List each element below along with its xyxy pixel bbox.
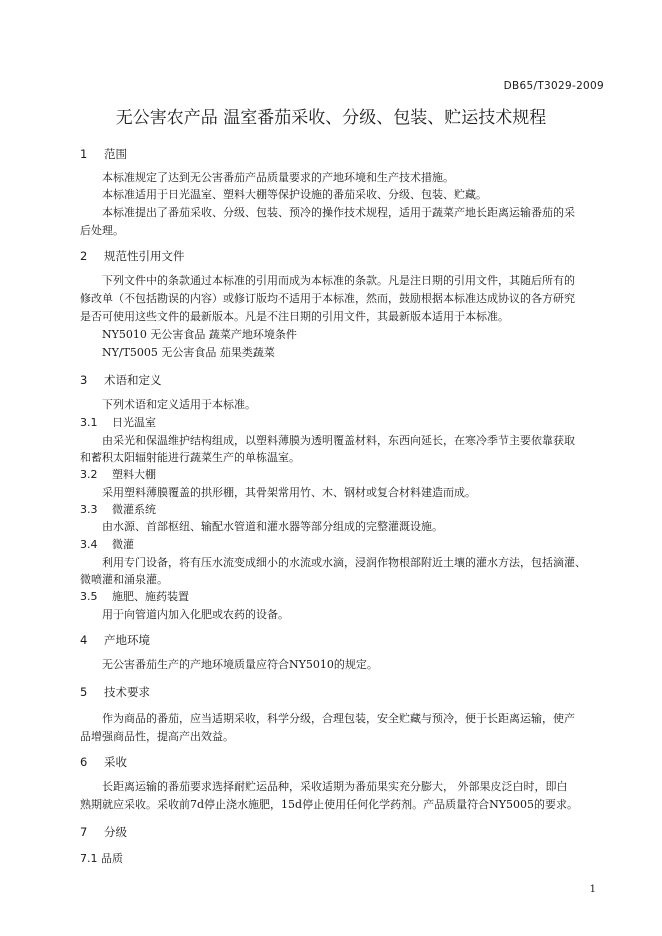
term-3-4-heading [80,536,134,552]
paragraph: 用于向管道内加入化肥或农药的设备。 [102,608,289,621]
paragraph: 由采光和保温维护结构组成，以塑料薄膜为透明覆盖材料，东西向延长，在寒冷季节主要依靠获取 [102,434,575,447]
subsection-7-1-heading: 7.1 品质 [80,852,123,865]
paragraph: 本标准提出了番茄采收、分级、包装、预冷的操作技术规程，适用于蔬菜产地长距离运输番茄的采 [102,206,575,219]
term-title: 微灌 [112,538,134,551]
paragraph: 后处理。 [80,224,124,237]
paragraph: 是否可使用这些文件的最新版本。凡是不注日期的引用文件，其最新版本适用于本标准。 [80,310,509,323]
term-number: 3.4 [80,538,98,551]
section-title: 产地环境 [104,633,150,647]
term-title: 日光温室 [112,416,156,429]
section-6-heading [80,754,127,770]
term-title: 塑料大棚 [112,468,156,481]
paragraph: 采用塑料薄膜覆盖的拱形棚，其骨架常用竹、木、钢材或复合材料建造而成。 [102,486,476,499]
paragraph: 品增强商品性，提高产出效益。 [80,730,234,743]
section-title: 分级 [104,825,127,839]
paragraph: 由水源、首部枢纽、输配水管道和灌水器等部分组成的完整灌溉设施。 [102,520,443,533]
reference-item: NY5010 无公害食品 蔬菜产地环境条件 [102,328,297,341]
reference-item: NY/T5005 无公害食品 茄果类蔬菜 [102,346,275,359]
section-number: 7 [80,825,88,839]
paragraph: 微喷灌和涌泉灌。 [80,573,168,586]
section-3-heading [80,372,162,388]
section-2-heading [80,248,185,264]
term-number: 3.1 [80,416,98,429]
paragraph: 和蓄积太阳辐射能进行蔬菜生产的单栋温室。 [80,451,300,464]
term-number: 3.3 [80,503,98,516]
paragraph: 长距离运输的番茄要求选择耐贮运品种，采收适期为番茄果实充分膨大， 外部果皮泛白时，即白 [102,780,568,793]
section-title: 范围 [104,147,127,161]
section-4-heading [80,632,150,648]
paragraph: 本标准适用于日光温室、塑料大棚等保护设施的番茄采收、分级、包装、贮藏。 [102,188,487,201]
section-number: 6 [80,755,88,769]
section-number: 5 [80,685,88,699]
section-number: 2 [80,249,88,263]
paragraph: 本标准规定了达到无公害番茄产品质量要求的产地环境和生产技术措施。 [102,171,454,184]
paragraph: 下列术语和定义适用于本标准。 [102,398,256,411]
page-number: 1 [589,884,596,895]
paragraph: 修改单（不包括勘误的内容）或修订版均不适用于本标准，然而，鼓励根据本标准达成协议的各方研究 [80,292,575,305]
term-3-5-heading [80,588,189,604]
term-3-3-heading [80,501,156,517]
term-3-1-heading [80,414,156,430]
section-1-heading [80,146,127,162]
section-title: 术语和定义 [104,373,162,387]
paragraph: 利用专门设备，将有压水流变成细小的水流或水滴，浸润作物根部附近土壤的灌水方法，包括滴灌、 [102,556,586,569]
term-title: 微灌系统 [112,503,156,516]
term-3-2-heading [80,466,156,482]
section-number: 3 [80,373,88,387]
term-number: 3.2 [80,468,98,481]
section-title: 采收 [104,755,127,769]
section-title: 技术要求 [104,685,150,699]
paragraph: 下列文件中的条款通过本标准的引用而成为本标准的条款。凡是注日期的引用文件，其随后所有的 [102,274,575,287]
term-number: 3.5 [80,590,98,603]
section-7-heading [80,824,127,840]
standard-code: DB65/T3029-2009 [503,80,604,92]
term-title: 施肥、施药装置 [112,590,189,603]
section-5-heading [80,684,150,700]
section-number: 4 [80,633,88,647]
section-number: 1 [80,147,88,161]
paragraph: 熟期就应采收。采收前7d停止浇水施肥，15d停止使用任何化学药剂。产品质量符合NY5005的要求。 [80,798,578,811]
paragraph: 无公害番茄生产的产地环境质量应符合NY5010的规定。 [102,658,378,671]
document-title: 无公害农产品 温室番茄采收、分级、包装、贮运技术规程 [115,108,547,128]
section-title: 规范性引用文件 [104,249,185,263]
paragraph: 作为商品的番茄，应当适期采收，科学分级，合理包装，安全贮藏与预冷，便于长距离运输，使产 [102,712,575,725]
